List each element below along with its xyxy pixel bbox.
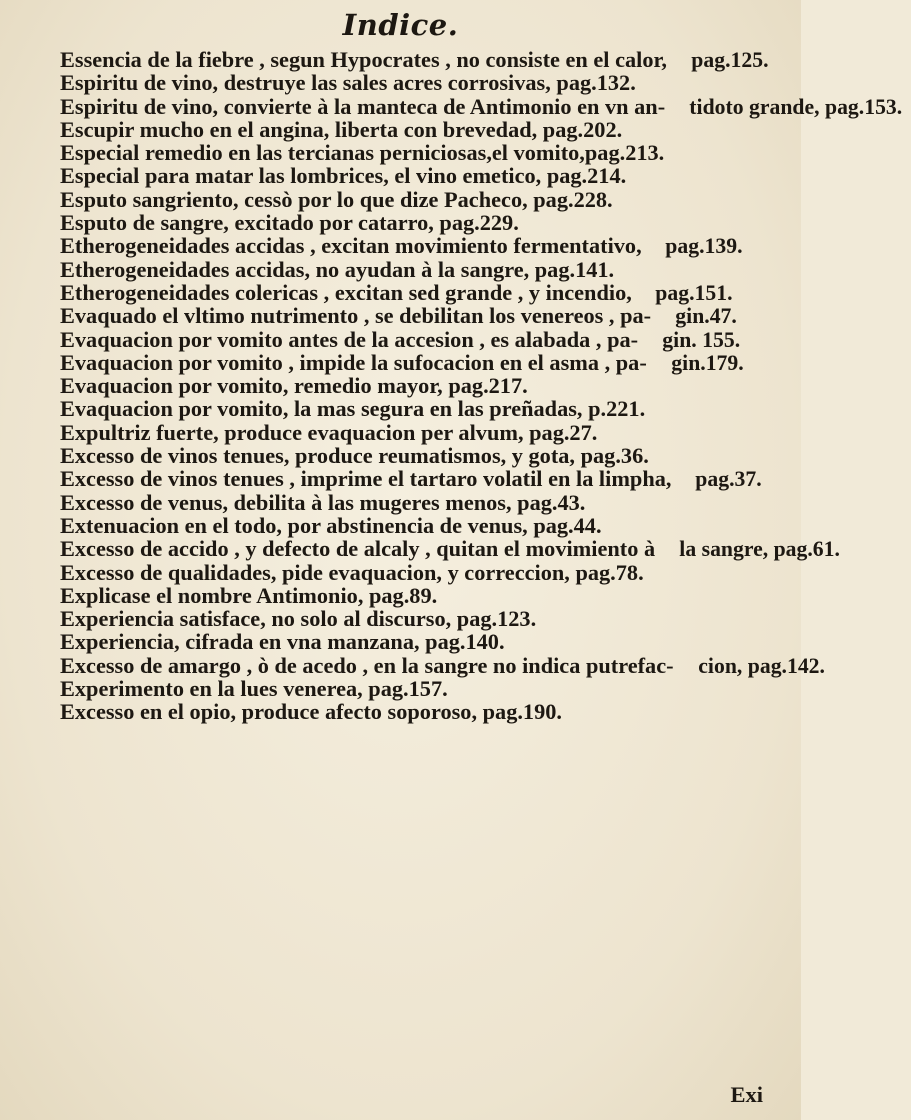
entry-continuation: gin. 155. bbox=[662, 326, 740, 352]
entry-continuation: pag.37. bbox=[695, 466, 763, 492]
entry-continuation: cion, pag.142. bbox=[697, 652, 825, 678]
index-entry bbox=[60, 118, 796, 141]
index-entry bbox=[60, 467, 796, 490]
index-entry bbox=[60, 491, 796, 514]
index-entry bbox=[60, 258, 796, 281]
entry-text: Excesso en el opio, produce afecto soporoso, pag.190. bbox=[60, 699, 562, 725]
entry-text: Excesso de venus, debilita à las mugeres menos, pag.43. bbox=[60, 489, 586, 515]
index-entry bbox=[60, 536, 840, 562]
entry-text: Evaquacion por vomito , impide la sufocacion en el asma , pa- bbox=[60, 349, 647, 375]
index-entries bbox=[60, 47, 903, 725]
index-entry bbox=[60, 561, 796, 584]
index-entry bbox=[60, 93, 903, 119]
index-entry bbox=[60, 211, 796, 234]
index-entry bbox=[60, 584, 796, 607]
index-entry bbox=[60, 351, 796, 374]
entry-continuation: pag.151. bbox=[655, 279, 733, 305]
index-entry bbox=[60, 397, 796, 420]
entry-text: Evaquado el vltimo nutrimento , se debilitan los venereos , pa- bbox=[60, 303, 652, 329]
entry-text: Esputo de sangre, excitado por catarro, pag.229. bbox=[60, 210, 519, 236]
index-entry bbox=[60, 281, 796, 304]
page-heading: Indice. bbox=[342, 8, 459, 42]
index-entry bbox=[60, 444, 796, 467]
catchword: Exi bbox=[730, 1082, 763, 1107]
entry-text: Etherogeneidades colericas , excitan sed grande , y incendio, bbox=[60, 279, 632, 305]
entry-continuation: tidoto grande, pag.153. bbox=[689, 93, 903, 119]
entry-text: Excesso de vinos tenues, produce reumatismos, y gota, pag.36. bbox=[60, 443, 649, 469]
entry-text: Essencia de la fiebre , segun Hypocrates , no consiste en el calor, bbox=[60, 47, 667, 72]
entry-text: Espiritu de vino, convierte à la manteca de Antimonio en vn an- bbox=[60, 93, 666, 119]
index-entry bbox=[60, 607, 796, 630]
index-entry bbox=[60, 630, 796, 653]
index-entry bbox=[60, 304, 796, 327]
entry-text: Evaquacion por vomito, la mas segura en las preñadas, p.221. bbox=[60, 396, 646, 422]
entry-text: Experiencia, cifrada en vna manzana, pag.140. bbox=[60, 629, 505, 655]
entry-text: Etherogeneidades accidas, no ayudan à la sangre, pag.141. bbox=[60, 256, 615, 282]
index-entry bbox=[60, 328, 796, 351]
entry-text: Espiritu de vino, destruye las sales acres corrosivas, pag.132. bbox=[60, 70, 636, 96]
entry-text: Escupir mucho en el angina, liberta con brevedad, pag.202. bbox=[60, 116, 623, 142]
entry-text: Especial remedio en las tercianas perniciosas,el vomito,pag.213. bbox=[60, 140, 665, 166]
index-entry bbox=[60, 48, 796, 71]
index-entry bbox=[60, 514, 796, 537]
index-entry bbox=[60, 677, 796, 700]
entry-text: Excesso de vinos tenues , imprime el tartaro volatil en la limpha, bbox=[60, 466, 672, 492]
index-entry bbox=[60, 421, 796, 444]
entry-text: Experiencia satisface, no solo al discurso, pag.123. bbox=[60, 606, 537, 632]
index-entry bbox=[60, 234, 796, 257]
index-entry bbox=[60, 700, 796, 723]
entry-text: Excesso de qualidades, pide evaquacion, y correccion, pag.78. bbox=[60, 559, 644, 585]
entry-continuation: la sangre, pag.61. bbox=[679, 536, 840, 562]
entry-text: Experimento en la lues venerea, pag.157. bbox=[60, 676, 448, 702]
entry-text: Etherogeneidades accidas , excitan movimiento fermentativo, bbox=[60, 233, 642, 259]
entry-text: Excesso de accido , y defecto de alcaly , quitan el movimiento à bbox=[60, 536, 656, 562]
index-entry bbox=[60, 188, 796, 211]
entry-text: Expultriz fuerte, produce evaquacion per alvum, pag.27. bbox=[60, 419, 598, 445]
entry-text: Excesso de amargo , ò de acedo , en la sangre no indica putrefac- bbox=[60, 652, 674, 678]
entry-text: Especial para matar las lombrices, el vino emetico, pag.214. bbox=[60, 163, 627, 189]
entry-continuation: gin.179. bbox=[670, 349, 744, 375]
entry-continuation: pag.125. bbox=[691, 47, 769, 72]
index-entry bbox=[60, 141, 796, 164]
entry-continuation: gin.47. bbox=[675, 303, 737, 329]
entry-text: Evaquacion por vomito antes de la accesion , es alabada , pa- bbox=[60, 326, 639, 352]
entry-text: Explicase el nombre Antimonio, pag.89. bbox=[60, 582, 438, 608]
entry-text: Evaquacion por vomito, remedio mayor, pag.217. bbox=[60, 373, 528, 399]
entry-text: Extenuacion en el todo, por abstinencia de venus, pag.44. bbox=[60, 512, 602, 538]
entry-continuation: pag.139. bbox=[665, 233, 743, 259]
index-entry bbox=[60, 374, 796, 397]
index-entry bbox=[60, 164, 796, 187]
index-entry bbox=[60, 71, 796, 94]
entry-text: Esputo sangriento, cessò por lo que dize Pacheco, pag.228. bbox=[60, 186, 613, 212]
index-entry bbox=[60, 652, 825, 678]
